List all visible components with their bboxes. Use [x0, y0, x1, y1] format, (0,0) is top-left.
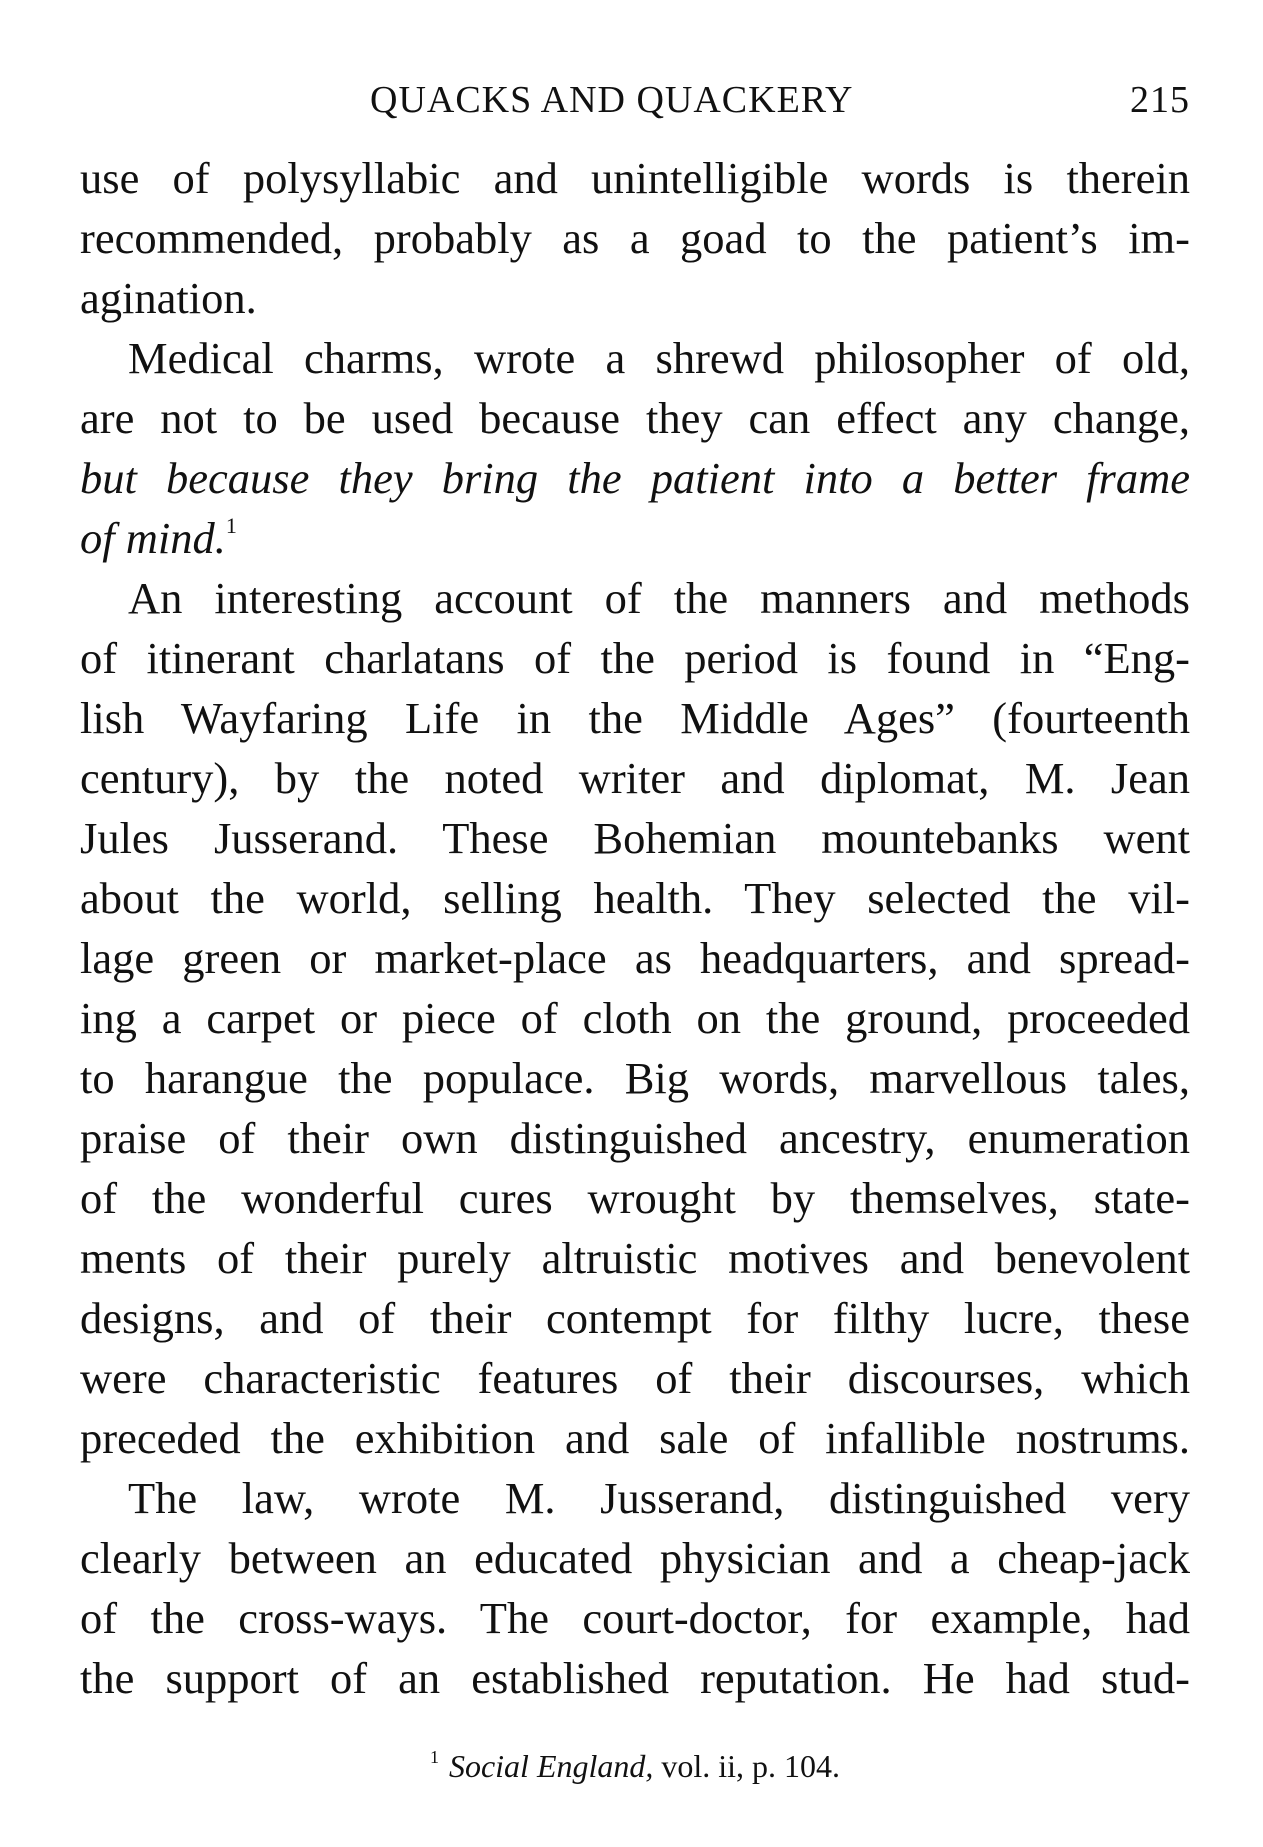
text-line: The law, wrote M. Jusserand, distinguished very	[128, 1473, 1190, 1523]
text-line: lish Wayfaring Life in the Middle Ages” (fourteenth	[80, 693, 1190, 743]
text-line: of the wonderful cures wrought by themselves, state-	[80, 1173, 1190, 1223]
text-line: ing a carpet or piece of cloth on the ground, proceeded	[80, 993, 1190, 1043]
footnote-citation: vol. ii, p. 104.	[653, 1748, 841, 1784]
footnote	[80, 1748, 1190, 1785]
text-line: preceded the exhibition and sale of infallible nostrums.	[80, 1413, 1190, 1463]
text-line: about the world, selling health. They selected the vil-	[80, 873, 1190, 923]
text-line: clearly between an educated physician and a cheap-jack	[80, 1533, 1190, 1583]
text-line: were characteristic features of their discourses, which	[80, 1353, 1190, 1403]
text-line: ments of their purely altruistic motives and benevolent	[80, 1233, 1190, 1283]
italic-text: of mind.	[80, 513, 226, 563]
text-line: Jules Jusserand. These Bohemian mountebanks went	[80, 813, 1190, 863]
text-line	[80, 508, 1190, 568]
text-line: An interesting account of the manners and methods	[128, 573, 1190, 623]
text-line: century), by the noted writer and diplomat, M. Jean	[80, 753, 1190, 803]
body-text	[80, 148, 1190, 1708]
page-number: 215	[1130, 79, 1190, 121]
text-line: the support of an established reputation. He had stud-	[80, 1653, 1190, 1703]
footnote-marker: 1	[429, 1747, 439, 1767]
text-line: use of polysyllabic and unintelligible words is therein	[80, 153, 1190, 203]
running-title: QUACKS AND QUACKERY	[370, 79, 854, 121]
text-line: lage green or market-place as headquarters, and spread-	[80, 933, 1190, 983]
running-head	[80, 78, 1190, 128]
text-line-italic: but because they bring the patient into a better frame	[80, 453, 1190, 503]
text-line: Medical charms, wrote a shrewd philosopher of old,	[128, 333, 1190, 383]
text-line: designs, and of their contempt for filthy lucre, these	[80, 1293, 1190, 1343]
text-line: of the cross-ways. The court-doctor, for example, had	[80, 1593, 1190, 1643]
text-line: praise of their own distinguished ancestry, enumeration	[80, 1113, 1190, 1163]
text-line: agination.	[80, 273, 257, 323]
text-line: of itinerant charlatans of the period is found in “Eng-	[80, 633, 1190, 683]
text-line: recommended, probably as a goad to the patient’s im-	[80, 213, 1190, 263]
footnote-title: Social England,	[448, 1748, 654, 1784]
footnote-reference[interactable]: 1	[225, 513, 237, 538]
text-line: to harangue the populace. Big words, marvellous tales,	[80, 1053, 1190, 1103]
text-line: are not to be used because they can effect any change,	[80, 393, 1190, 443]
